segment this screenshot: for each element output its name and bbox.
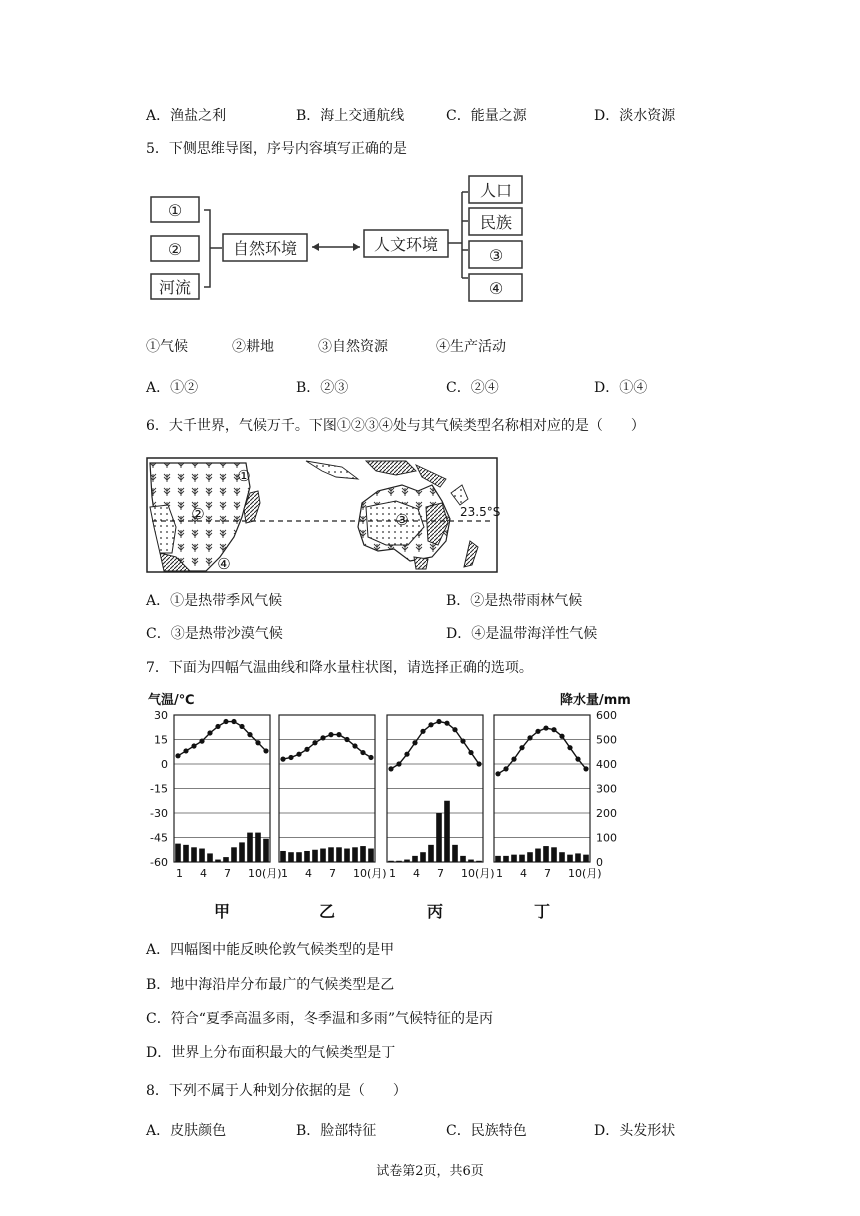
precip-tick-label-1: 500	[596, 733, 617, 747]
temperature-point	[280, 757, 285, 762]
q4-option-d: D．淡水资源	[594, 108, 676, 124]
temperature-point	[468, 750, 473, 755]
precip-bar	[428, 845, 434, 862]
panel-name-3: 丙	[427, 902, 444, 921]
temp-axis-title: 气温/℃	[148, 693, 195, 708]
x-tick-label: 4	[520, 867, 527, 880]
precip-bar	[468, 860, 474, 862]
temperature-point	[183, 748, 188, 753]
precip-bar	[583, 855, 589, 862]
temperature-point	[583, 766, 588, 771]
precip-bar	[511, 855, 517, 862]
panel-name-2: 乙	[319, 902, 336, 921]
temp-tick-label-5: -45	[150, 831, 168, 845]
page-footer: 试卷第2页，共6页	[376, 1164, 484, 1179]
precip-bar	[255, 833, 261, 862]
temperature-point	[239, 724, 244, 729]
temperature-point	[344, 737, 349, 742]
temperature-point	[207, 730, 212, 735]
q5-option-a: A．①②	[146, 380, 199, 396]
panel-name-1: 甲	[214, 902, 231, 921]
temperature-point	[444, 721, 449, 726]
q8-option-a: A．皮肤颜色	[146, 1123, 227, 1139]
temperature-point	[328, 732, 333, 737]
map-tasmania	[414, 557, 428, 569]
x-tick-label: 7	[224, 867, 231, 880]
precip-bar	[396, 861, 402, 862]
mindmap-right-2: 民族	[479, 213, 513, 232]
temperature-line-2	[283, 735, 371, 760]
q5-item-1: ①气候	[146, 339, 188, 355]
temperature-line-4	[498, 728, 586, 774]
temp-tick-label-6: -60	[150, 856, 168, 869]
precip-bar	[368, 849, 374, 862]
x-tick-label: 1	[389, 867, 396, 880]
precip-bar	[223, 857, 229, 862]
q8-option-b: B．脸部特征	[296, 1123, 377, 1139]
precip-bar	[231, 847, 237, 862]
temperature-point	[452, 727, 457, 732]
temp-tick-label-0: 30	[154, 709, 168, 722]
temperature-point	[199, 739, 204, 744]
x-tick-label: 7	[544, 867, 551, 880]
precip-bar	[239, 842, 245, 862]
map-label-1: ①	[237, 467, 251, 485]
q4-option-b: B．海上交通航线	[296, 108, 405, 124]
q7-option-b: B．地中海沿岸分布最广的气候类型是乙	[146, 977, 395, 993]
temperature-point	[559, 734, 564, 739]
temperature-point	[503, 766, 508, 771]
precip-bar	[360, 846, 366, 862]
x-tick-label: 10(月)	[568, 867, 602, 880]
x-tick-label: 1	[176, 867, 183, 880]
temperature-point	[296, 752, 301, 757]
temperature-point	[175, 753, 180, 758]
temp-tick-label-1: 15	[154, 733, 168, 747]
precip-bar	[567, 855, 573, 862]
temperature-point	[360, 750, 365, 755]
temperature-point	[388, 766, 393, 771]
temperature-point	[519, 745, 524, 750]
precip-bar	[495, 856, 501, 862]
precip-bar	[288, 852, 294, 862]
map-label-2: ②	[191, 505, 205, 523]
temperature-point	[320, 735, 325, 740]
temperature-point	[428, 722, 433, 727]
x-tick-label: 4	[413, 867, 420, 880]
precip-bar	[320, 849, 326, 862]
precip-bar	[304, 851, 310, 862]
precip-tick-label-6: 0	[596, 856, 603, 869]
mindmap-left-2: ②	[167, 240, 183, 259]
q6-option-a: A．①是热带季风气候	[146, 593, 283, 609]
temperature-point	[352, 743, 357, 748]
precip-bar	[296, 852, 302, 862]
mindmap-right-4: ④	[488, 279, 504, 298]
q5-item-4: ④生产活动	[436, 339, 506, 355]
precip-tick-label-4: 200	[596, 807, 617, 820]
q5-item-2: ②耕地	[232, 339, 274, 355]
q4-option-a: A．渔盐之利	[146, 108, 227, 124]
temperature-point	[231, 719, 236, 724]
temperature-point	[511, 757, 516, 762]
temperature-point	[255, 740, 260, 745]
precip-bar	[559, 852, 565, 862]
precip-bar	[519, 855, 525, 862]
temp-tick-label-3: -15	[150, 782, 168, 796]
q4-option-c: C．能量之源	[446, 108, 527, 124]
precip-bar	[388, 861, 394, 862]
precip-bar	[575, 853, 581, 862]
x-tick-label: 4	[305, 867, 312, 880]
precip-bar	[551, 847, 557, 862]
precip-bar	[527, 852, 533, 862]
precip-bar	[412, 856, 418, 862]
x-tick-label: 1	[281, 867, 288, 880]
map-label-3: ③	[395, 511, 409, 529]
temperature-point	[312, 740, 317, 745]
q6-option-d: D．④是温带海洋性气候	[446, 626, 598, 642]
temperature-point	[396, 761, 401, 766]
precip-tick-label-5: 100	[596, 831, 617, 845]
x-tick-label: 7	[437, 867, 444, 880]
precip-bar	[215, 860, 221, 862]
q6-stem: 6．大千世界，气候万千。下图①②③④处与其气候类型名称相对应的是（ ）	[146, 418, 645, 434]
precip-bar	[436, 813, 442, 862]
precip-bar	[191, 847, 197, 862]
temperature-point	[247, 732, 252, 737]
x-tick-label: 4	[200, 867, 207, 880]
temperature-point	[336, 732, 341, 737]
q5-stem: 5．下侧思维导图，序号内容填写正确的是	[146, 141, 407, 157]
mindmap-diagram	[146, 170, 536, 310]
temperature-point	[535, 729, 540, 734]
precip-bar	[460, 856, 466, 862]
temperature-point	[527, 735, 532, 740]
x-tick-label: 7	[329, 867, 336, 880]
temperature-point	[476, 761, 481, 766]
precip-tick-label-2: 400	[596, 758, 617, 771]
panel-name-4: 丁	[534, 902, 551, 921]
temperature-point	[420, 729, 425, 734]
temperature-point	[567, 745, 572, 750]
mindmap-bracket-right	[448, 192, 468, 278]
mindmap-left-1: ①	[167, 201, 183, 220]
precip-bar	[543, 846, 549, 862]
precip-bar	[420, 852, 426, 862]
q7-stem: 7．下面为四幅气温曲线和降水量柱状图，请选择正确的选项。	[146, 660, 533, 676]
precip-tick-label-3: 300	[596, 782, 617, 796]
q7-option-d: D．世界上分布面积最大的气候类型是丁	[146, 1045, 396, 1061]
x-tick-label: 10(月)	[353, 867, 387, 880]
precip-axis-title: 降水量/mm	[560, 693, 631, 708]
temperature-point	[263, 748, 268, 753]
precip-bar	[336, 847, 342, 862]
temperature-point	[575, 757, 580, 762]
precip-bar	[183, 845, 189, 862]
q5-option-c: C．②④	[446, 380, 499, 396]
precip-bar	[535, 849, 541, 862]
q8-option-d: D．头发形状	[594, 1123, 676, 1139]
temperature-line-1	[178, 722, 266, 756]
temperature-point	[304, 747, 309, 752]
mindmap-human-label: 人文环境	[373, 235, 439, 254]
temp-tick-label-4: -30	[150, 807, 168, 820]
temperature-point	[368, 755, 373, 760]
q7-option-a: A．四幅图中能反映伦敦气候类型的是甲	[146, 942, 395, 958]
q5-item-3: ③自然资源	[318, 339, 388, 355]
mindmap-left-3: 河流	[158, 278, 192, 297]
precip-bar	[503, 856, 509, 862]
precip-bar	[247, 833, 253, 862]
precip-tick-label-0: 600	[596, 709, 617, 722]
precip-bar	[452, 845, 458, 862]
precip-bar	[476, 861, 482, 862]
mindmap-right-1: 人口	[479, 181, 513, 200]
temperature-point	[288, 755, 293, 760]
precip-bar	[328, 847, 334, 862]
precip-bar	[344, 849, 350, 862]
temperature-point	[412, 740, 417, 745]
precip-bar	[312, 850, 318, 862]
temperature-point	[436, 719, 441, 724]
precip-bar	[352, 847, 358, 862]
precip-bar	[280, 851, 286, 862]
precip-bar	[404, 860, 410, 862]
temperature-point	[495, 771, 500, 776]
q8-stem: 8．下列不属于人种划分依据的是（ ）	[146, 1083, 407, 1099]
temperature-point	[543, 725, 548, 730]
precip-bar	[263, 839, 269, 862]
precip-bar	[175, 844, 181, 862]
x-tick-label: 10(月)	[461, 867, 495, 880]
temperature-point	[460, 739, 465, 744]
x-tick-label: 10(月)	[248, 867, 282, 880]
precip-bar	[207, 853, 213, 862]
q7-option-c: C．符合“夏季高温多雨，冬季温和多雨”气候特征的是丙	[146, 1011, 494, 1027]
temperature-point	[191, 743, 196, 748]
temperature-line-3	[391, 722, 479, 769]
precip-bar	[199, 849, 205, 862]
temperature-point	[404, 752, 409, 757]
temp-tick-label-2: 0	[161, 758, 168, 771]
temperature-point	[215, 724, 220, 729]
q8-option-c: C．民族特色	[446, 1123, 527, 1139]
mindmap-right-3: ③	[488, 246, 504, 265]
precip-bar	[444, 801, 450, 862]
temperature-point	[551, 727, 556, 732]
map-label-4: ④	[217, 555, 231, 573]
x-tick-label: 1	[496, 867, 503, 880]
map-latitude-label: 23.5°S	[460, 505, 501, 519]
q6-option-b: B．②是热带雨林气候	[446, 593, 583, 609]
q6-option-c: C．③是热带沙漠气候	[146, 626, 283, 642]
climate-charts	[146, 688, 646, 928]
q5-option-d: D．①④	[594, 380, 648, 396]
mindmap-bracket-left	[204, 210, 222, 287]
climate-map	[146, 457, 502, 577]
q5-option-b: B．②③	[296, 380, 349, 396]
mindmap-natural-label: 自然环境	[232, 239, 298, 258]
temperature-point	[223, 719, 228, 724]
